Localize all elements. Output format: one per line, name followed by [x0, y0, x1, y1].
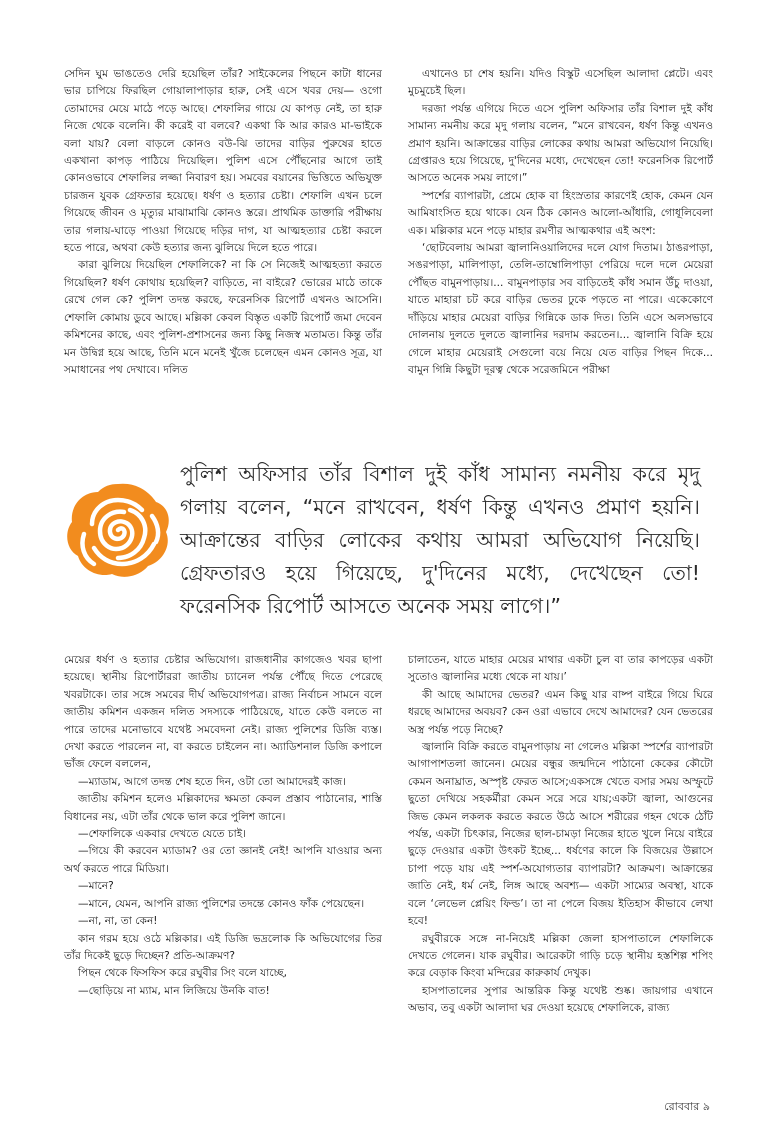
dialogue-line: —মানে?: [78, 880, 114, 893]
paragraph: সেদিন ঘুম ভাঙতেও দেরি হয়েছিল তাঁর? সাইকেলের পিছনে কাটা ধানের ভার চাপিয়ে ফিরছিল গোয়ালাপাড়ার হারু, সেই এসে খবর দেয়— ওগো তোমাদের মেয়ে মাঠে পড়ে আছে। শেফালির গায়ে যে কাপড় নেই, তা হারু নিজে থেকে বলেনি। কী করেই বা বলবে? একথা কি আর কারও মা-ভাইকে বলা যায়? বেলা বাড়লে কোনও বউ-ঝি তাদের বাড়ির পুরুষের হাতে একখানা কাপড় পাঠিয়ে দিয়েছিল। পুলিশ এসে পৌঁছনোর আগে তাই কোনওভাবে শেফালির লজ্জা নিবারণ হয়। সমবের বয়ানের ভিত্তিতে অভিযুক্ত চারজন যুবক গ্রেফতার হয়েছে। ধর্ষণ ও হত্যার চেষ্টা। শেফালি এখন চলে গিয়েছে জীবন ও মৃত্যুর মাঝামাঝি কোনও স্তরে। প্রাথমিক ডাক্তারি পরীক্ষায় তার গলায়-ঘাড়ে পাওয়া গিয়েছে দড়ির দাগ, যা আত্মহত্যার চেষ্টা করলে হতে পারে, অথবা কেউ হত্যার জন্য ঝুলিয়ে দিলে হতে পারে।: [64, 68, 382, 255]
paragraph: স্পর্শের ব্যাপারটা, প্রেমে হোক বা হিংস্রতার কারণেই হোক, কেমন যেন আমিষাংসিত হয়ে থাকে। যেন ঠিক কোনও আলো-আঁধারি, গোধূলিবেলা এক। মল্লিকার মনে পড়ে মাহার রমণীর আত্মকথার এই অংশ:: [408, 189, 713, 237]
dialogue-line: —গিয়ে কী করবেন ম্যাডাম? ওর তো জ্ঞানই নেই! আপনি যাওয়ার অন্য অর্থ করতে পারে মিডিয়া।: [64, 845, 382, 875]
column-top-right: [408, 66, 713, 379]
column-top-left: [64, 66, 382, 379]
paragraph: কান গরম হয়ে ওঠে মল্লিকার। এই ডিজি ভদ্রলোক কি অভিযোগের তির তাঁর দিকেই ছুড়ে দিচ্ছেন? প্রতি-আক্রমণ?: [64, 932, 382, 962]
paragraph: কী আছে আমাদের ভেতর? এমন কিছু যার বাষ্প বাইরে গিয়ে ঘিরে ধরছে আমাদের অবয়ব? কেন ওরা এভাবে দেখে আমাদের? যেন ভেতরের অস্ত্র পর্যন্ত পড়ে নিচ্ছে?: [408, 688, 713, 736]
paragraph: কারা ঝুলিয়ে দিয়েছিল শেফালিকে? না কি সে নিজেই আত্মহত্যা করতে গিয়েছিল? ধর্ষণ কোথায় হয়েছিল? বাড়িতে, না বাইরে? ভোরের মাঠে তাকে রেখে গেল কে? পুলিশ তদন্ত করছে, ফরেনসিক রিপোর্ট এখনও আসেনি। শেফালি কোমায় ডুবে আছে। মল্লিকা কেবল বিস্তৃত একটি রিপোর্ট জমা দেবেন কমিশনের কাছে, এবং পুলিশ-প্রশাসনের জন্য কিছু নিজস্ব মতামত। কিন্তু তাঁর মন উদ্বিগ্ন হয়ে আছে, তিনি মনে মনেই খুঁজে চলেছেন এমন কোনও সূত্র, যা সমাধানের পথ দেখাবে। দলিত: [64, 259, 382, 376]
dialogue-line: —না, না, তা কেন!: [78, 915, 158, 928]
rose-icon: [64, 480, 172, 580]
pull-quote: পুলিশ অফিসার তাঁর বিশাল দুই কাঁধ সামান্য নমনীয় করে মৃদু গলায় বলেন, “মনে রাখবেন, ধর্ষণ কিন্তু এখনও প্রমাণ হয়নি। আক্রান্তের বাড়ির লোকের কথায় আমরা অভিযোগ নিয়েছি। গ্রেফতারও হয়ে গিয়েছে, দু'দিনের মধ্যে, দেখেছেন তো! ফরেনসিক রিপোর্ট আসতে অনেক সময় লাগে।”: [180, 462, 700, 618]
dialogue-line: —ম্যাডাম, আগে তদন্ত শেষ হতে দিন, ওটা তো আমাদেরই কাজ।: [78, 775, 347, 788]
paragraph: ‘ছোটবেলায় আমরা জ্বালানিওয়ালিদের দলে যোগ দিতাম। ঠাঙরপাড়া, সঙরপাড়া, মালিপাড়া, তেলি-তাম্বোলিপাড়া পেরিয়ে দলে দলে মেয়েরা পৌঁছত বামুনপাড়ায়।... বামুনপাড়ার সব বাড়িতেই কাঁধ সমান উঁচু দাওয়া, যাতে মাহারা চট করে বাড়ির ভেতর ঢুকে পড়তে না পারে। একেকোণে দাঁড়িয়ে মাহার মেয়েরা বাড়ির গিন্নিকে ডাক দিত। তিনি এসে অলসভাবে দোলনায় দুলতে দুলতে জ্বালানির দরদাম করতেন।... জ্বালানি বিক্রি হয়ে গেলে মাহার মেয়েরাই সেগুলো বয়ে নিয়ে যেত বাড়ির পিছন দিকে... বামুন গিন্নি কিছুটা দূরত্ব থেকে সরেজমিনে পরীক্ষা: [408, 242, 713, 376]
paragraph: এখানেও চা শেষ হয়নি। যদিও বিস্কুট এসেছিল আলাদা প্লেটে। এবং মুচমুচেই ছিল।: [408, 68, 713, 98]
paragraph: রঘুবীরকে সঙ্গে না-নিয়েই মল্লিকা জেলা হাসপাতালে শেফালিকে দেখতে গেলেন। যাক রঘুবীর। আরেকটা গাড়ি চড়ে স্থানীয় হস্তশিল্প শপিং করে বেড়াক কিংবা মন্দিরের কারুকার্য দেখুক।: [408, 932, 713, 980]
column-bottom-left: [64, 652, 382, 1000]
dialogue-line: —শেফালিকে একবার দেখতে যেতে চাই।: [78, 828, 247, 841]
paragraph: জ্বালানি বিক্রি করতে বামুনপাড়ায় না গেলেও মল্লিকা স্পর্শের ব্যাপারটা আগাপাশতলা জানেন। মেয়ের বন্ধুর জন্মদিনে পাঠানো কেকের কৌটো কেমন অনাঘ্রাত, অস্পৃষ্ট ফেরত আসে;একসঙ্গে খেতে বসার সময় অস্ফুটে ছুতো দেখিয়ে সহকর্মীরা কেমন সরে সরে যায়;একটা জ্বালা, আগুনের জিভ কেমন লকলক করতে করতে উঠে আসে শরীরের গহন থেকে ঠোঁট পর্যন্ত, একটা চিৎকার, নিজের ছাল-চামড়া নিজের হাতে খুলে নিয়ে বাইরে ছুড়ে দেওয়ার একটা উৎকট ইচ্ছে... ধর্ষণের কালে কি বিজয়ের উল্লাসে চাপা পড়ে যায় এই স্পর্শ-অযোগ্যতার ব্যাপারটা? আক্রমণ। আক্রান্তের জাতি নেই, ধর্ম নেই, লিঙ্গ আছে অবশ্য— একটা সাম্যের অবস্থা, যাকে বলে ‘লেভেল প্লেয়িং ফিল্ড’। তা না পেলে বিজয় ইতিহাস কীভাবে লেখা হবে!: [408, 741, 713, 928]
paragraph: দরজা পর্যন্ত এগিয়ে দিতে এসে পুলিশ অফিসার তাঁর বিশাল দুই কাঁধ সামান্য নমনীয় করে মৃদু গলায় বলেন, “মনে রাখবেন, ধর্ষণ কিন্তু এখনও প্রমাণ হয়নি। আক্রান্তের বাড়ির লোকের কথায় আমরা অভিযোগ নিয়েছি। গ্রেপ্তারও হয়ে গিয়েছে, দু'দিনের মধ্যে, দেখেছেন তো! ফরেনসিক রিপোর্ট আসতে অনেক সময় লাগে।”: [408, 102, 713, 185]
dialogue-line: —মানে, যেমন, আপনি রাজ্য পুলিশের তদন্তে কোনও ফাঁক পেয়েছেন।: [78, 897, 365, 910]
page-footer: রোববার ৯: [664, 1100, 710, 1113]
paragraph: জাতীয় কমিশন হলেও মল্লিকাদের ক্ষমতা কেবল প্রস্তাব পাঠানোর, শাস্তি বিধানের নয়, এটা তাঁর থেকে ভাল করে পুলিশ জানে।: [64, 793, 382, 823]
column-bottom-right: [408, 652, 713, 1018]
paragraph: মেয়ের ধর্ষণ ও হত্যার চেষ্টার অভিযোগ। রাজধানীর কাগজেও খবর ছাপা হয়েছে। স্থানীয় রিপোর্টাররা জাতীয় চ্যানেল পর্যন্ত পৌঁছে দিতে পেরেছে খবরটাকে। তার সঙ্গে সমবের দীর্ঘ অভিযোগপত্র। রাজ্য নির্বাচন সামনে বলে জাতীয় কমিশন একজন দলিত সদস্যকে পাঠিয়েছে, যাতে কেউ বলতে না পারে তাদের মনোভাবে যথেষ্ট সমবেদনা নেই। রাজ্য পুলিশের ডিজি ব্যস্ত। দেখা করতে পারলেন না, বা করতে চাইলেন না। অ্যাডিশনাল ডিজি কপালে ভাঁজ ফেলে বললেন,: [64, 654, 382, 771]
paragraph: চালাতেন, যাতে মাহার মেয়ের মাথার একটা চুল বা তার কাপড়ের একটা সুতোও জ্বালানির মধ্যে থেকে না যায়।’: [408, 654, 713, 684]
paragraph: হাসপাতালের সুপার আন্তরিক কিন্তু যথেষ্ট শুষ্ক। জায়গার এখানে অভাব, তবু একটা আলাদা ঘর দেওয়া হয়েছে শেফালিকে, রাজ্য: [408, 984, 713, 1015]
paragraph: পিছন থেকে ফিসফিস করে রঘুবীর সিং বলে যাচ্ছে,: [78, 967, 287, 980]
dialogue-line: —ছোড়িয়ে না ম্যাম, মান লিজিয়ে উনকি বাত!: [78, 984, 270, 997]
